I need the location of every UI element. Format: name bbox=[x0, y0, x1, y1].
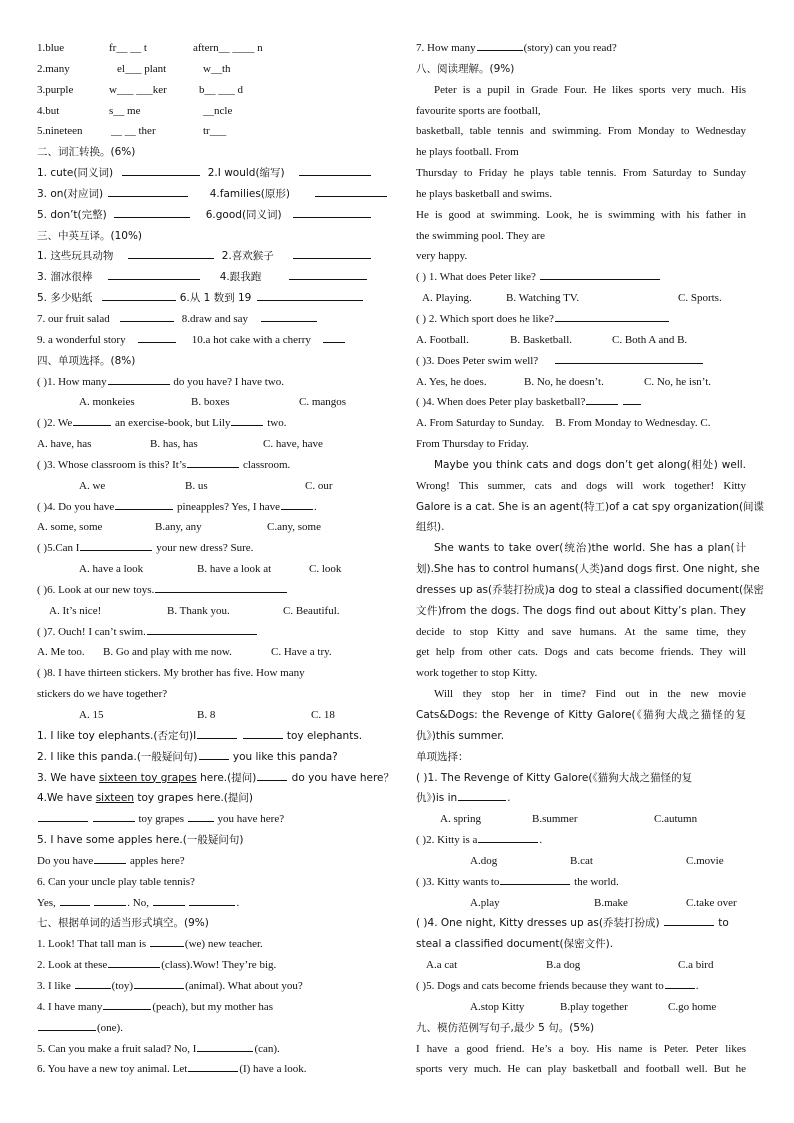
text-line: I have a good friend. He’s a boy. His name is Peter. Peter likes bbox=[416, 1042, 746, 1055]
text-line: ( )3. Kitty wants to the world. bbox=[416, 872, 746, 893]
answer-blank[interactable] bbox=[38, 1018, 96, 1031]
text-line bbox=[37, 559, 373, 580]
text-line: 文件)from the dogs. The dogs find out about Kitty’s plan. They bbox=[416, 604, 746, 617]
answer-blank[interactable] bbox=[323, 330, 345, 343]
text-line bbox=[37, 476, 373, 497]
answer-blank[interactable] bbox=[257, 768, 287, 781]
option-a[interactable]: A.stop Kitty bbox=[470, 1000, 525, 1013]
translation-row: 5. 多少贴纸 6.从 1 数到 19 bbox=[37, 288, 373, 309]
text-line: stickers do we have together? bbox=[37, 688, 168, 701]
text-line bbox=[37, 601, 373, 622]
option-a[interactable]: A. monkeies bbox=[79, 396, 135, 409]
option-c[interactable]: C. mangos bbox=[299, 396, 347, 409]
answer-blank[interactable] bbox=[147, 622, 257, 635]
section-title-imitate-writing: 九、模仿范例写句子,最少 5 句。(5%) bbox=[416, 1021, 595, 1034]
answer-blank[interactable] bbox=[115, 497, 173, 510]
choice-question-8 bbox=[37, 663, 373, 726]
option-a[interactable]: A.dog bbox=[470, 854, 498, 867]
text-line: ( ) 1. What does Peter like? bbox=[416, 267, 746, 288]
option-b[interactable]: B.make bbox=[594, 896, 628, 909]
option-b[interactable]: B. has, has bbox=[150, 438, 198, 451]
answer-blank[interactable] bbox=[555, 351, 703, 364]
answer-blank[interactable] bbox=[114, 205, 190, 218]
answer-blank[interactable] bbox=[93, 809, 135, 822]
letter-row: 1.blue fr__ __ t aftern__ ____ n bbox=[37, 42, 263, 54]
reading-passage-1 bbox=[416, 80, 746, 268]
answer-blank[interactable] bbox=[128, 246, 214, 259]
answer-blank[interactable] bbox=[73, 413, 111, 426]
text-line: ( )3. Does Peter swim well? bbox=[416, 351, 746, 372]
movie-question-1 bbox=[416, 768, 746, 831]
text-line: 划).She has to control humans(人类)and dogs first. One night, she bbox=[416, 563, 760, 576]
text-line: She wants to take over(统治)the world. She has a plan(计 bbox=[434, 542, 746, 555]
option-c[interactable]: C. 18 bbox=[311, 709, 335, 721]
option-b[interactable]: B.any, any bbox=[155, 521, 202, 534]
answer-blank[interactable] bbox=[243, 726, 283, 739]
text-line bbox=[416, 997, 746, 1018]
section-title-single-choice-2: 单项选择： bbox=[416, 750, 469, 763]
translation-row: 7. our fruit salad 8.draw and say bbox=[37, 309, 373, 330]
option-c[interactable]: C. Beautiful. bbox=[283, 604, 340, 617]
answer-blank[interactable] bbox=[75, 976, 111, 989]
text-line: Thursday to Friday he plays table tennis. From Saturday to Sunday bbox=[416, 167, 746, 180]
text-line: 1. Look! That tall man is (we) new teacher. bbox=[37, 934, 373, 955]
answer-blank[interactable] bbox=[315, 184, 387, 197]
movie-question-4 bbox=[416, 913, 746, 976]
answer-blank[interactable] bbox=[500, 872, 570, 885]
text-line: sports very much. He can play basketball and football well. But he bbox=[416, 1063, 746, 1076]
text-line: he plays basketball and swims. bbox=[416, 187, 552, 200]
answer-blank[interactable] bbox=[60, 893, 90, 906]
option-c[interactable]: C.go home bbox=[668, 1000, 717, 1013]
letter-row: 5.nineteen __ __ ther tr___ bbox=[37, 125, 227, 138]
section-title-translation: 三、中英互译。(10%) bbox=[37, 229, 143, 242]
movie-question-2 bbox=[416, 830, 746, 872]
option-b[interactable]: B.play together bbox=[560, 1000, 628, 1013]
text-line bbox=[37, 705, 373, 726]
translation-row: 1. 这些玩具动物 2.喜欢猴子 bbox=[37, 246, 373, 267]
text-line: ( )4. When does Peter play basketball? bbox=[416, 392, 746, 413]
text-line: 1. I like toy elephants.(否定句)I toy elephants. bbox=[37, 726, 373, 747]
answer-blank[interactable] bbox=[80, 538, 152, 551]
answer-blank[interactable] bbox=[153, 893, 185, 906]
text-line bbox=[416, 893, 746, 914]
text-line: 3. We have sixteen toy grapes here.(提问) do you have here？ bbox=[37, 768, 373, 789]
text-line: 5. I have some apples here.(一般疑问句) bbox=[37, 834, 244, 847]
text-line: 6. You have a new toy animal. Let (I) have a look. bbox=[37, 1059, 373, 1080]
answer-blank[interactable] bbox=[299, 163, 371, 176]
answer-blank[interactable] bbox=[94, 893, 126, 906]
text-line: 4.We have sixteen toy grapes here.(提问) bbox=[37, 792, 253, 805]
answer-blank[interactable] bbox=[199, 747, 229, 760]
answer-blank[interactable] bbox=[138, 330, 176, 343]
answer-blank[interactable] bbox=[122, 163, 200, 176]
answer-blank[interactable] bbox=[155, 580, 287, 593]
choice-question-6 bbox=[37, 580, 373, 622]
choice-question-7 bbox=[37, 622, 373, 664]
option-c[interactable]: C. our bbox=[305, 479, 333, 492]
option-c[interactable]: C. Have a try. bbox=[271, 646, 332, 659]
option-b[interactable]: B. Watching TV. bbox=[506, 292, 580, 305]
vocab-row: 5. don’t(完整) 6.good(同义词) bbox=[37, 205, 373, 226]
answer-blank[interactable] bbox=[458, 788, 506, 801]
option-a[interactable]: A. have, has bbox=[37, 438, 92, 451]
movie-question-3 bbox=[416, 872, 746, 914]
text-line: 7. How many (story) can you read? bbox=[416, 38, 746, 59]
option-c[interactable]: C. have, have bbox=[263, 438, 323, 451]
option-b[interactable]: B.cat bbox=[570, 854, 593, 867]
section-title-word-forms: 七、根据单词的适当形式填空。(9%) bbox=[37, 917, 209, 930]
text-line: basketball, table tennis and swimming. From Monday to Wednesday bbox=[416, 125, 746, 138]
text-line: Maybe you think cats and dogs don’t get along(相处) well. bbox=[434, 458, 746, 471]
text-line: 2. Look at these (class).Wow! They’re big. bbox=[37, 955, 373, 976]
text-line bbox=[37, 517, 373, 538]
option-b[interactable]: B. have a look at bbox=[197, 563, 272, 576]
option-c[interactable]: C. Both A and B. bbox=[612, 333, 688, 346]
option-a[interactable]: A. It’s nice! bbox=[49, 604, 102, 617]
option-a[interactable]: A.a cat bbox=[426, 959, 458, 972]
option-c[interactable]: C.a bird bbox=[678, 959, 714, 972]
text-line bbox=[416, 851, 746, 872]
text-line: ( )1. The Revenge of Kitty Galore(《猫狗大战之猫怪的复 bbox=[416, 771, 693, 784]
choice-question-4 bbox=[37, 497, 373, 539]
text-line: Yes, . No, . bbox=[37, 893, 373, 914]
text-line: dresses up as(乔装打扮成)a dog to steal a classified document(保密 bbox=[416, 583, 765, 596]
answer-blank[interactable] bbox=[197, 726, 237, 739]
text-line: Do you have apples here? bbox=[37, 851, 373, 872]
answer-blank[interactable] bbox=[108, 372, 170, 385]
right-column bbox=[416, 38, 765, 1080]
sentence-transform-section bbox=[37, 726, 394, 914]
option-b[interactable]: B. us bbox=[185, 479, 208, 492]
text-line: 组织). bbox=[416, 521, 445, 534]
option-a[interactable]: A. Playing. bbox=[422, 292, 472, 305]
choice-question-5 bbox=[37, 538, 373, 580]
text-line: steal a classified document(保密文件). bbox=[416, 938, 614, 951]
option-b[interactable]: B.summer bbox=[532, 813, 578, 826]
option-b[interactable]: B. Go and play with me now. bbox=[103, 646, 232, 659]
letter-row: 2.many el___ plant w__th bbox=[37, 62, 231, 75]
option-a[interactable]: A. have a look bbox=[79, 563, 144, 576]
option-b[interactable]: B. From Monday to Wednesday. C. bbox=[555, 417, 711, 430]
answer-blank[interactable] bbox=[134, 976, 184, 989]
text-line: favourite sports are football, bbox=[416, 104, 541, 117]
text-line: He is good at swimming. Look, he is swimming with his father in bbox=[416, 208, 746, 221]
text-line: ( )3. Whose classroom is this? It’s classroom. bbox=[37, 455, 373, 476]
text-line: 6. Can your uncle play table tennis? bbox=[37, 875, 195, 888]
text-line: get help from other cats. Dogs and cats become friends. They will bbox=[416, 646, 746, 659]
text-line bbox=[416, 955, 746, 976]
option-b[interactable]: B. No, he doesn’t. bbox=[524, 375, 604, 388]
reading-question-1 bbox=[416, 267, 746, 309]
text-line: ( )2. Kitty is a . bbox=[416, 830, 746, 851]
text-line bbox=[37, 642, 373, 663]
text-line: ( )5. Dogs and cats become friends because they want to . bbox=[416, 976, 746, 997]
choice-question-2 bbox=[37, 413, 373, 455]
answer-blank[interactable] bbox=[257, 288, 363, 301]
option-c[interactable]: C.autumn bbox=[654, 813, 698, 826]
option-a[interactable]: A. Me too. bbox=[37, 646, 85, 659]
option-a[interactable]: A. spring bbox=[440, 813, 481, 826]
option-c[interactable]: From Thursday to Friday. bbox=[416, 438, 529, 451]
option-a[interactable]: A. Football. bbox=[416, 333, 469, 346]
answer-blank[interactable] bbox=[150, 934, 184, 947]
option-b[interactable]: B. Thank you. bbox=[167, 604, 230, 617]
option-a[interactable]: A. 15 bbox=[79, 709, 104, 721]
translation-row: 9. a wonderful story 10.a hot cake with a cherry bbox=[37, 330, 373, 351]
answer-blank[interactable] bbox=[197, 1039, 253, 1052]
reading-question-4 bbox=[416, 392, 746, 455]
answer-blank[interactable] bbox=[108, 955, 160, 968]
text-line: work together to stop Kitty. bbox=[416, 667, 538, 680]
answer-blank[interactable] bbox=[477, 38, 523, 51]
option-c[interactable]: C. Sports. bbox=[678, 292, 722, 305]
option-a[interactable]: A. we bbox=[79, 479, 106, 492]
text-line: ( )5.Can I your new dress? Sure. bbox=[37, 538, 373, 559]
answer-blank[interactable] bbox=[664, 913, 714, 926]
answer-blank[interactable] bbox=[187, 455, 239, 468]
text-line: ( ) 2. Which sport does he like? bbox=[416, 309, 746, 330]
text-line: decide to stop Kitty and save humans. At the same time, they bbox=[416, 625, 746, 638]
text-line bbox=[37, 434, 373, 455]
answer-blank[interactable] bbox=[555, 309, 669, 322]
text-line: 仇》)this summer. bbox=[416, 729, 505, 742]
word-forms-section bbox=[37, 934, 373, 1080]
text-line: 3. I like (toy) (animal). What about you? bbox=[37, 976, 373, 997]
section-title-single-choice: 四、单项选择。(8%) bbox=[37, 354, 136, 367]
option-a[interactable]: A. some, some bbox=[37, 521, 103, 534]
reading-question-2 bbox=[416, 309, 746, 351]
text-line: Cats&Dogs: the Revenge of Kitty Galore(《猫狗大战之猫怪的复 bbox=[416, 709, 746, 721]
choice-question-3 bbox=[37, 455, 373, 497]
letter-row: 4.but s__ me __ncle bbox=[37, 104, 233, 117]
text-line bbox=[416, 809, 746, 830]
answer-blank[interactable] bbox=[586, 392, 618, 405]
text-line: ( )1. How many do you have? I have two. bbox=[37, 372, 373, 393]
choice-question-1 bbox=[37, 372, 373, 414]
text-line: Galore is a cat. She is an agent(特工)of a cat spy organization(间谍 bbox=[416, 500, 765, 513]
movie-question-5 bbox=[416, 976, 746, 1018]
text-line: he plays football. From bbox=[416, 146, 519, 159]
option-a[interactable]: A. Yes, he does. bbox=[416, 375, 487, 388]
text-line: the swimming pool. They are bbox=[416, 229, 546, 242]
answer-blank[interactable] bbox=[293, 205, 371, 218]
answer-blank[interactable] bbox=[261, 309, 317, 322]
answer-blank[interactable] bbox=[623, 392, 641, 405]
text-line: ( )6. Look at our new toys. bbox=[37, 580, 373, 601]
answer-blank[interactable] bbox=[38, 809, 88, 822]
option-a[interactable]: A. From Saturday to Sunday. bbox=[416, 417, 545, 430]
option-b[interactable]: B. boxes bbox=[191, 396, 230, 409]
answer-blank[interactable] bbox=[102, 288, 176, 301]
text-line: ( )4. One night, Kitty dresses up as(乔装打扮成) to bbox=[416, 913, 746, 934]
text-line: (one). bbox=[37, 1018, 373, 1039]
text-line: Will they stop her in time? Find out in the new movie bbox=[434, 688, 746, 701]
answer-blank[interactable] bbox=[231, 413, 263, 426]
answer-blank[interactable] bbox=[188, 809, 214, 822]
letter-row: 3.purple w___ ___ker b__ ___ d bbox=[37, 83, 243, 96]
text-line: Peter is a pupil in Grade Four. He likes sports very much. His bbox=[434, 83, 746, 96]
example-paragraph bbox=[416, 1039, 746, 1081]
text-line bbox=[37, 392, 373, 413]
section-title-reading: 八、阅读理解。(9%) bbox=[416, 62, 515, 75]
answer-blank[interactable] bbox=[108, 267, 200, 280]
answer-blank[interactable] bbox=[281, 497, 313, 510]
text-line: 4. I have many (peach), but my mother has bbox=[37, 997, 373, 1018]
translation-row: 3. 溜冰很棒 4.跟我跑 bbox=[37, 267, 373, 288]
text-line bbox=[416, 434, 746, 455]
text-line bbox=[416, 413, 746, 434]
text-line bbox=[416, 372, 746, 393]
answer-blank[interactable] bbox=[189, 893, 235, 906]
left-column bbox=[37, 38, 394, 1080]
option-b[interactable]: B. 8 bbox=[197, 709, 216, 721]
option-c[interactable]: C. look bbox=[309, 563, 342, 576]
answer-blank[interactable] bbox=[478, 830, 538, 843]
option-c[interactable]: C.any, some bbox=[267, 521, 321, 534]
answer-blank[interactable] bbox=[188, 1059, 238, 1072]
text-line: 仇》)is in . bbox=[416, 788, 746, 809]
text-line: ( )2. We an exercise-book, but Lily two. bbox=[37, 413, 373, 434]
letter-fill-section bbox=[37, 38, 373, 142]
option-c[interactable]: C.take over bbox=[686, 896, 737, 909]
answer-blank[interactable] bbox=[665, 976, 695, 989]
vocab-row: 3. on(对应词) 4.families(原形) bbox=[37, 184, 373, 205]
text-line: ( )7. Ouch! I can’t swim. bbox=[37, 622, 373, 643]
text-line bbox=[416, 330, 746, 351]
answer-blank[interactable] bbox=[103, 997, 151, 1010]
option-c[interactable]: C. No, he isn’t. bbox=[644, 375, 712, 388]
reading-passage-2 bbox=[416, 455, 765, 747]
text-line: Wrong! This summer, cats and dogs will work together! Kitty bbox=[416, 479, 746, 492]
vocab-row: 1. cute(同义词) 2.I would(缩写) bbox=[37, 163, 373, 184]
text-line: very happy. bbox=[416, 250, 468, 263]
option-c[interactable]: C.movie bbox=[686, 854, 724, 867]
reading-question-3 bbox=[416, 351, 746, 393]
answer-blank[interactable] bbox=[540, 267, 660, 280]
text-line: 5. Can you make a fruit salad? No, I (can). bbox=[37, 1039, 373, 1060]
option-b[interactable]: B. Basketball. bbox=[510, 333, 573, 346]
section-title-vocab-transform: 二、词汇转换。(6%) bbox=[37, 146, 136, 159]
option-a[interactable]: A.play bbox=[470, 896, 500, 909]
text-line: ( )4. Do you have pineapples? Yes, I have . bbox=[37, 497, 373, 518]
text-line: toy grapes you have here? bbox=[37, 809, 373, 830]
text-line: 2. I like this panda.(一般疑问句) you like this panda? bbox=[37, 747, 373, 768]
option-b[interactable]: B.a dog bbox=[546, 959, 581, 972]
answer-blank[interactable] bbox=[293, 246, 371, 259]
answer-blank[interactable] bbox=[120, 309, 174, 322]
answer-blank[interactable] bbox=[289, 267, 367, 280]
text-line: ( )8. I have thirteen stickers. My brother has five. How many bbox=[37, 667, 305, 680]
text-line bbox=[416, 288, 746, 309]
answer-blank[interactable] bbox=[108, 184, 188, 197]
answer-blank[interactable] bbox=[94, 851, 126, 864]
